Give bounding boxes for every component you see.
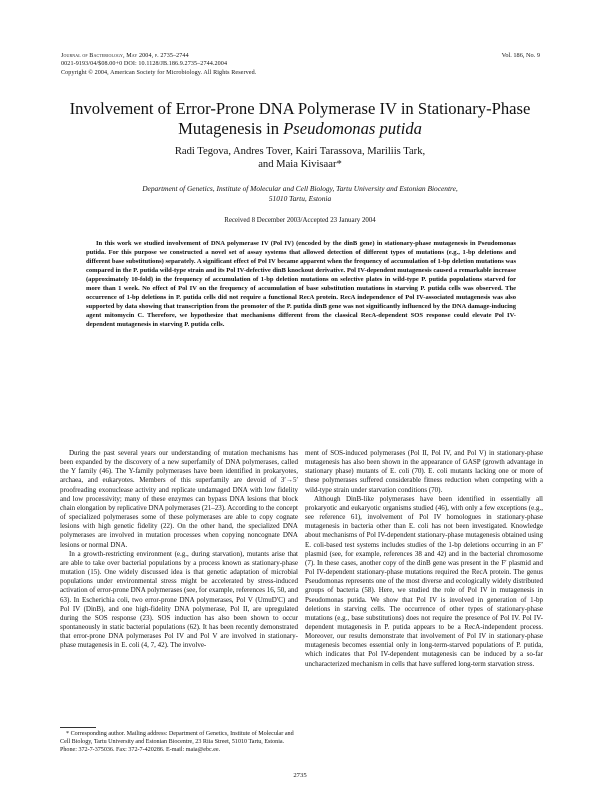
affiliation-line-1: Department of Genetics, Institute of Molecular and Cell Biology, Tartu University and Estonian Biocentre, [142, 184, 458, 193]
title-line-2-text: Mutagenesis in [178, 119, 284, 138]
paragraph: ment of SOS-induced polymerases (Pol II, Pol IV, and Pol V) in stationary-phase mutagenesis has also been shown in the appearance of GASP (growth advantage in stationary phase) mutants of E. coli (70). E. coli mutants lacking one or more of these polymerases suffered considerable fitness reduction when competing with a wild-type strain under starvation conditions (70). [305, 449, 543, 494]
doi-line: 0021-9193/04/$08.00+0 DOI: 10.1128/JB.186.9.2735–2744.2004 [61, 61, 228, 68]
received-accepted-dates: Received 8 December 2003/Accepted 23 January 2004 [224, 217, 376, 224]
body-column-left [60, 449, 298, 650]
affiliation-line-2: 51010 Tartu, Estonia [268, 193, 332, 203]
paragraph: Although DinB-like polymerases have been identified in essentially all prokaryotic and eukaryotic organisms studied (46), with only a few exceptions (e.g., see reference 61), involvement of Pol IV homologues in stationary-phase mutagenesis in bacteria other than E. coli has not been investigated. Knowledge about mechanisms of Pol IV-dependent stationary-phase mutagenesis obtained using E. coli-based test systems includes studies of the 1-bp deletions occurring in an F′ plasmid (see, for example, references 38 and 42) and in the bacterial chromosome (7). In these cases, another copy of the dinB gene was present in the F′ plasmid and Pol IV-dependent stationary-phase mutations required the RecA protein. The genus Pseudomonas represents one of the most diverse and ecologically widely distributed groups of bacteria (58). Here, we studied the role of Pol IV in mutagenesis in Pseudomonas putida. We show that Pol IV is involved in generation of 1-bp deletions in starving cells. The occurrence of other types of stationary-phase mutations (e.g., base substitutions) does not require the presence of Pol IV. Pol IV-dependent mutagenesis in P. putida appears to be a RecA-independent process. Moreover, our results demonstrate that involvement of Pol IV in stationary-phase mutagenesis becomes essential only in long-term-starved populations of P. putida, which indicates that Pol IV-dependent mutagenesis can be induced by a so-far uncharacterized mechanism in cells that have suffered long-term starvation stress. [305, 494, 543, 668]
corresponding-author-footnote: * Corresponding author. Mailing address: Department of Genetics, Institute of Molecular and Cell Biology, Tartu University and Estonian Biocentre, 23 Riia Street, 51010 Tartu, Estonia. Phone: 372-7-375036. Fax: 372-7-420286. E-mail: maia@ebc.ee. [60, 731, 294, 753]
copyright-line: Copyright © 2004, American Society for Microbiology. All Rights Reserved. [61, 69, 257, 76]
journal-citation: Journal of Bacteriology, May 2004, p. 2735–2744 [61, 53, 189, 59]
body-column-right [305, 449, 543, 669]
title-species: Pseudomonas putida [283, 119, 422, 138]
authors-line-1: Radi Tegova, Andres Tover, Kairi Tarassova, Mariliis Tark, [174, 146, 426, 157]
page-number: 2735 [293, 772, 307, 779]
footnote-divider [60, 727, 96, 728]
affiliation [70, 184, 530, 204]
running-header [61, 52, 381, 77]
volume-issue: Vol. 186, No. 9 [501, 52, 540, 59]
title-line-2 [50, 119, 550, 139]
paragraph: In a growth-restricting environment (e.g., during starvation), mutants arise that are able to take over bacterial populations by a process known as stationary-phase mutation (15). One widely discussed idea is that genetic adaptation of microbial populations under environmental stress might be accelerated by stress-induced activation of error-prone DNA polymerases (see, for example, references 16, 50, and 63). In Escherichia coli, two error-prone DNA polymerases, Pol V (UmuD′C) and Pol IV (DinB), and one high-fidelity DNA polymerase, Pol II, are upregulated during the SOS response (23). SOS induction has also been shown to occur spontaneously in static bacterial populations (62). It has been recently demonstrated that error-prone DNA polymerases Pol IV and Pol V are involved in stationary-phase mutagenesis in E. coli (4, 7, 42). The involve- [60, 549, 298, 650]
article-title [50, 99, 550, 139]
abstract: In this work we studied involvement of DNA polymerase IV (Pol IV) (encoded by the dinB gene) in stationary-phase mutagenesis in Pseudomonas putida. For this purpose we constructed a novel set of assay systems that allowed detection of different types of mutations (e.g., 1-bp deletions and different base substitutions) separately. A significant effect of Pol IV became apparent when the frequency of accumulation of 1-bp deletion mutations was compared in the P. putida wild-type strain and its Pol IV-defective dinB knockout derivative. Pol IV-dependent mutagenesis caused a remarkable increase (approximately 10-fold) in the frequency of accumulation of 1-bp deletion mutations on selective plates in wild-type P. putida populations starved for more than 1 week. No effect of Pol IV on the frequency of accumulation of base substitution mutations in starving P. putida cells was observed. The occurrence of 1-bp deletions in P. putida cells did not require a functional RecA protein. RecA independence of Pol IV-associated mutagenesis was also supported by data showing that transcription from the promoter of the P. putida dinB gene was not significantly influenced by the DNA damage-inducing agent mitomycin C. Therefore, we hypothesize that mechanisms different from the classical RecA-dependent SOS response could elevate Pol IV-dependent mutagenesis in starving P. putida cells. [86, 240, 516, 328]
title-line-1: Involvement of Error-Prone DNA Polymerase IV in Stationary-Phase [69, 99, 531, 118]
paragraph: During the past several years our understanding of mutation mechanisms has been expanded by the discovery of a new superfamily of DNA polymerases, called the Y family (46). The Y-family polymerases have been identified in prokaryotes, archaea, and eukaryotes. Members of this superfamily are devoid of 3′→5′ proofreading exonuclease activity and replicate undamaged DNA with low fidelity and low processivity; many of these enzymes can bypass DNA lesions that block chain elongation by replicative DNA polymerases (21–23). According to the concept of specialized polymerases some of these polymerases are able to copy cognate lesions with high genetic fidelity (22). On the other hand, the specialized DNA polymerases are involved in mutation processes when copying noncognate DNA lesions or normal DNA. [60, 449, 298, 549]
author-list [80, 145, 520, 171]
authors-line-2: and Maia Kivisaar* [258, 159, 342, 170]
